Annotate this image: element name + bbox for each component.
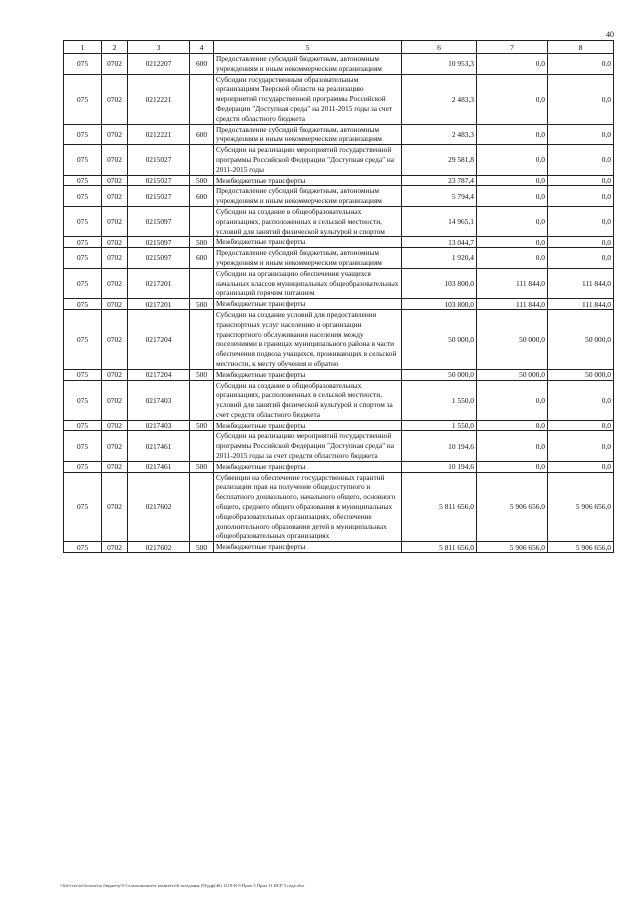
description-cell: Субсидии на реализацию мероприятий государственной программы Российской Федерации "Доступная среда" на 2011-2015 годы <box>214 145 402 175</box>
expense-type-cell <box>190 74 214 124</box>
admin-code-cell: 075 <box>64 54 102 75</box>
amount-col8-cell: 0,0 <box>548 206 614 236</box>
admin-code-cell: 075 <box>64 431 102 461</box>
amount-col6-cell: 50 000,0 <box>402 369 477 380</box>
budget-table <box>63 40 614 553</box>
amount-col6-cell: 10 194,6 <box>402 431 477 461</box>
amount-col7-cell: 50 000,0 <box>477 309 548 369</box>
table-row <box>64 369 614 380</box>
description-cell: Предоставление субсидий бюджетным, автономным учреждениям и иным некоммерческим организациям <box>214 186 402 207</box>
section-code-cell: 0702 <box>102 54 128 75</box>
header-cell: 5 <box>214 41 402 54</box>
description-cell: Субсидии государственным образовательным организациям Тверской области на реализацию мероприятий государственной программы Российской Федерации "Доступная среда" на 2011-2015 годы за счет средств областного бюджета <box>214 74 402 124</box>
table-row <box>64 175 614 186</box>
amount-col6-cell: 14 965,1 <box>402 206 477 236</box>
admin-code-cell: 075 <box>64 145 102 175</box>
description-cell: Субсидии на реализацию мероприятий государственной программы Российской Федерации "Доступная среда" на 2011-2015 годы за счет средств областного бюджета <box>214 431 402 461</box>
section-code-cell: 0702 <box>102 268 128 298</box>
amount-col6-cell: 2 483,3 <box>402 124 477 145</box>
target-code-cell: 0217201 <box>128 268 190 298</box>
table-row <box>64 237 614 248</box>
description-cell: Субсидии на организацию обеспечения учащихся начальных классов муниципальных общеобразовательных организаций горячим питанием <box>214 268 402 298</box>
section-code-cell: 0702 <box>102 74 128 124</box>
target-code-cell: 0217403 <box>128 420 190 431</box>
section-code-cell: 0702 <box>102 472 128 542</box>
amount-col8-cell: 0,0 <box>548 54 614 75</box>
amount-col8-cell: 111 844,0 <box>548 268 614 298</box>
amount-col6-cell: 13 044,7 <box>402 237 477 248</box>
amount-col7-cell: 5 906 656,0 <box>477 472 548 542</box>
amount-col7-cell: 0,0 <box>477 175 548 186</box>
description-cell: Межбюджетные трансферты <box>214 542 402 553</box>
description-cell: Субвенции на обеспечение государственных гарантий реализации прав на получение общедоступного и бесплатного дошкольного, начального общего, основного общего, среднего общего образования в муниципальных общеобразовательных организациях, обеспечение дополнительного образования детей в муниципальных общеобразовательных организациях <box>214 472 402 542</box>
amount-col7-cell: 0,0 <box>477 54 548 75</box>
amount-col8-cell: 0,0 <box>548 248 614 269</box>
table-row <box>64 461 614 472</box>
amount-col6-cell: 2 483,3 <box>402 74 477 124</box>
header-row <box>64 41 614 54</box>
table-row <box>64 248 614 269</box>
amount-col7-cell: 0,0 <box>477 420 548 431</box>
target-code-cell: 0212221 <box>128 74 190 124</box>
amount-col8-cell: 0,0 <box>548 431 614 461</box>
target-code-cell: 0212207 <box>128 54 190 75</box>
amount-col7-cell: 5 906 656,0 <box>477 542 548 553</box>
expense-type-cell: 600 <box>190 54 214 75</box>
header-cell: 1 <box>64 41 102 54</box>
amount-col7-cell: 111 844,0 <box>477 299 548 310</box>
amount-col8-cell: 0,0 <box>548 420 614 431</box>
amount-col7-cell: 0,0 <box>477 431 548 461</box>
target-code-cell: 0217461 <box>128 431 190 461</box>
description-cell: Субсидии на создание условий для предоставления транспортных услуг населению и организации транспортного обслуживания населения между поселениями в границах муниципального района в части обеспечения подвоза учащихся, проживающих в сельской местности, к месту обучения и обратно <box>214 309 402 369</box>
admin-code-cell: 075 <box>64 472 102 542</box>
amount-col6-cell: 10 953,3 <box>402 54 477 75</box>
amount-col8-cell: 50 000,0 <box>548 369 614 380</box>
section-code-cell: 0702 <box>102 299 128 310</box>
section-code-cell: 0702 <box>102 420 128 431</box>
table-row <box>64 74 614 124</box>
amount-col8-cell: 50 000,0 <box>548 309 614 369</box>
expense-type-cell <box>190 206 214 236</box>
admin-code-cell: 075 <box>64 461 102 472</box>
amount-col7-cell: 0,0 <box>477 237 548 248</box>
admin-code-cell: 075 <box>64 268 102 298</box>
target-code-cell: 0217204 <box>128 369 190 380</box>
section-code-cell: 0702 <box>102 145 128 175</box>
table-row <box>64 472 614 542</box>
target-code-cell: 0217201 <box>128 299 190 310</box>
amount-col8-cell: 0,0 <box>548 380 614 420</box>
table-row <box>64 420 614 431</box>
target-code-cell: 0215027 <box>128 186 190 207</box>
table-row <box>64 309 614 369</box>
header-cell: 8 <box>548 41 614 54</box>
admin-code-cell: 075 <box>64 206 102 236</box>
expense-type-cell: 500 <box>190 369 214 380</box>
section-code-cell: 0702 <box>102 309 128 369</box>
expense-type-cell: 500 <box>190 175 214 186</box>
table-row <box>64 145 614 175</box>
admin-code-cell: 075 <box>64 299 102 310</box>
table-row <box>64 380 614 420</box>
target-code-cell: 0217403 <box>128 380 190 420</box>
admin-code-cell: 075 <box>64 124 102 145</box>
admin-code-cell: 075 <box>64 542 102 553</box>
amount-col6-cell: 10 194,6 <box>402 461 477 472</box>
admin-code-cell: 075 <box>64 309 102 369</box>
amount-col8-cell: 0,0 <box>548 74 614 124</box>
description-cell: Предоставление субсидий бюджетным, автономным учреждениям и иным некоммерческим организациям <box>214 124 402 145</box>
target-code-cell: 0217461 <box>128 461 190 472</box>
file-path-footer: \\file-tver\ref\почта\по бюджету\5 Сельхозкомитет комитета\6 заседания (9)\рдр(46) 1219-II-5\Прил 5 Прил 11 ВСР 5 года.xlsx <box>60 883 305 888</box>
amount-col8-cell: 5 906 656,0 <box>548 472 614 542</box>
expense-type-cell <box>190 145 214 175</box>
admin-code-cell: 075 <box>64 380 102 420</box>
admin-code-cell: 075 <box>64 186 102 207</box>
table-row <box>64 299 614 310</box>
amount-col7-cell: 0,0 <box>477 248 548 269</box>
target-code-cell: 0215097 <box>128 248 190 269</box>
section-code-cell: 0702 <box>102 206 128 236</box>
amount-col7-cell: 50 000,0 <box>477 369 548 380</box>
amount-col6-cell: 29 581,8 <box>402 145 477 175</box>
description-cell: Субсидии на создание в общеобразовательных организациях, расположенных в сельской местности, условий для занятий физической культурой и спортом <box>214 206 402 236</box>
amount-col7-cell: 0,0 <box>477 124 548 145</box>
amount-col6-cell: 1 550,0 <box>402 420 477 431</box>
description-cell: Межбюджетные трансферты <box>214 237 402 248</box>
amount-col7-cell: 0,0 <box>477 186 548 207</box>
expense-type-cell <box>190 472 214 542</box>
amount-col6-cell: 5 811 656,0 <box>402 472 477 542</box>
description-cell: Предоставление субсидий бюджетным, автономным учреждениям и иным некоммерческим организациям <box>214 54 402 75</box>
description-cell: Межбюджетные трансферты <box>214 369 402 380</box>
amount-col7-cell: 0,0 <box>477 461 548 472</box>
target-code-cell: 0217602 <box>128 542 190 553</box>
section-code-cell: 0702 <box>102 237 128 248</box>
table-row <box>64 124 614 145</box>
admin-code-cell: 075 <box>64 248 102 269</box>
amount-col8-cell: 0,0 <box>548 186 614 207</box>
amount-col6-cell: 50 000,0 <box>402 309 477 369</box>
table-row <box>64 54 614 75</box>
table-row <box>64 268 614 298</box>
section-code-cell: 0702 <box>102 248 128 269</box>
amount-col8-cell: 0,0 <box>548 145 614 175</box>
target-code-cell: 0215027 <box>128 145 190 175</box>
header-cell: 3 <box>128 41 190 54</box>
amount-col8-cell: 0,0 <box>548 124 614 145</box>
header-cell: 2 <box>102 41 128 54</box>
amount-col6-cell: 1 920,4 <box>402 248 477 269</box>
section-code-cell: 0702 <box>102 461 128 472</box>
admin-code-cell: 075 <box>64 74 102 124</box>
header-cell: 4 <box>190 41 214 54</box>
section-code-cell: 0702 <box>102 431 128 461</box>
expense-type-cell <box>190 309 214 369</box>
description-cell: Межбюджетные трансферты <box>214 299 402 310</box>
amount-col7-cell: 111 844,0 <box>477 268 548 298</box>
expense-type-cell <box>190 431 214 461</box>
admin-code-cell: 075 <box>64 420 102 431</box>
amount-col8-cell: 0,0 <box>548 175 614 186</box>
description-cell: Межбюджетные трансферты <box>214 420 402 431</box>
table-row <box>64 542 614 553</box>
amount-col6-cell: 5 811 656,0 <box>402 542 477 553</box>
expense-type-cell: 500 <box>190 542 214 553</box>
expense-type-cell: 600 <box>190 124 214 145</box>
expense-type-cell: 500 <box>190 461 214 472</box>
description-cell: Межбюджетные трансферты <box>214 175 402 186</box>
amount-col8-cell: 0,0 <box>548 237 614 248</box>
section-code-cell: 0702 <box>102 542 128 553</box>
admin-code-cell: 075 <box>64 369 102 380</box>
page-number: 40 <box>606 30 614 39</box>
amount-col7-cell: 0,0 <box>477 380 548 420</box>
section-code-cell: 0702 <box>102 369 128 380</box>
amount-col7-cell: 0,0 <box>477 74 548 124</box>
description-cell: Субсидии на создание в общеобразовательных организациях, расположенных в сельской местности, условий для занятий физической культурой и спортом за счет средств областного бюджета <box>214 380 402 420</box>
amount-col6-cell: 103 800,0 <box>402 268 477 298</box>
target-code-cell: 0212221 <box>128 124 190 145</box>
amount-col8-cell: 5 906 656,0 <box>548 542 614 553</box>
expense-type-cell <box>190 268 214 298</box>
amount-col6-cell: 23 787,4 <box>402 175 477 186</box>
description-cell: Предоставление субсидий бюджетным, автономным учреждениям и иным некоммерческим организациям <box>214 248 402 269</box>
header-cell: 7 <box>477 41 548 54</box>
target-code-cell: 0215097 <box>128 237 190 248</box>
expense-type-cell: 500 <box>190 420 214 431</box>
section-code-cell: 0702 <box>102 175 128 186</box>
table-row <box>64 206 614 236</box>
amount-col6-cell: 5 794,4 <box>402 186 477 207</box>
admin-code-cell: 075 <box>64 175 102 186</box>
expense-type-cell: 500 <box>190 237 214 248</box>
amount-col7-cell: 0,0 <box>477 206 548 236</box>
target-code-cell: 0215027 <box>128 175 190 186</box>
expense-type-cell <box>190 380 214 420</box>
amount-col6-cell: 1 550,0 <box>402 380 477 420</box>
section-code-cell: 0702 <box>102 124 128 145</box>
expense-type-cell: 600 <box>190 186 214 207</box>
section-code-cell: 0702 <box>102 380 128 420</box>
description-cell: Межбюджетные трансферты <box>214 461 402 472</box>
header-cell: 6 <box>402 41 477 54</box>
expense-type-cell: 500 <box>190 299 214 310</box>
table-row <box>64 431 614 461</box>
admin-code-cell: 075 <box>64 237 102 248</box>
expense-type-cell: 600 <box>190 248 214 269</box>
target-code-cell: 0217602 <box>128 472 190 542</box>
target-code-cell: 0215097 <box>128 206 190 236</box>
amount-col7-cell: 0,0 <box>477 145 548 175</box>
section-code-cell: 0702 <box>102 186 128 207</box>
table-row <box>64 186 614 207</box>
amount-col6-cell: 103 800,0 <box>402 299 477 310</box>
target-code-cell: 0217204 <box>128 309 190 369</box>
amount-col8-cell: 0,0 <box>548 461 614 472</box>
amount-col8-cell: 111 844,0 <box>548 299 614 310</box>
